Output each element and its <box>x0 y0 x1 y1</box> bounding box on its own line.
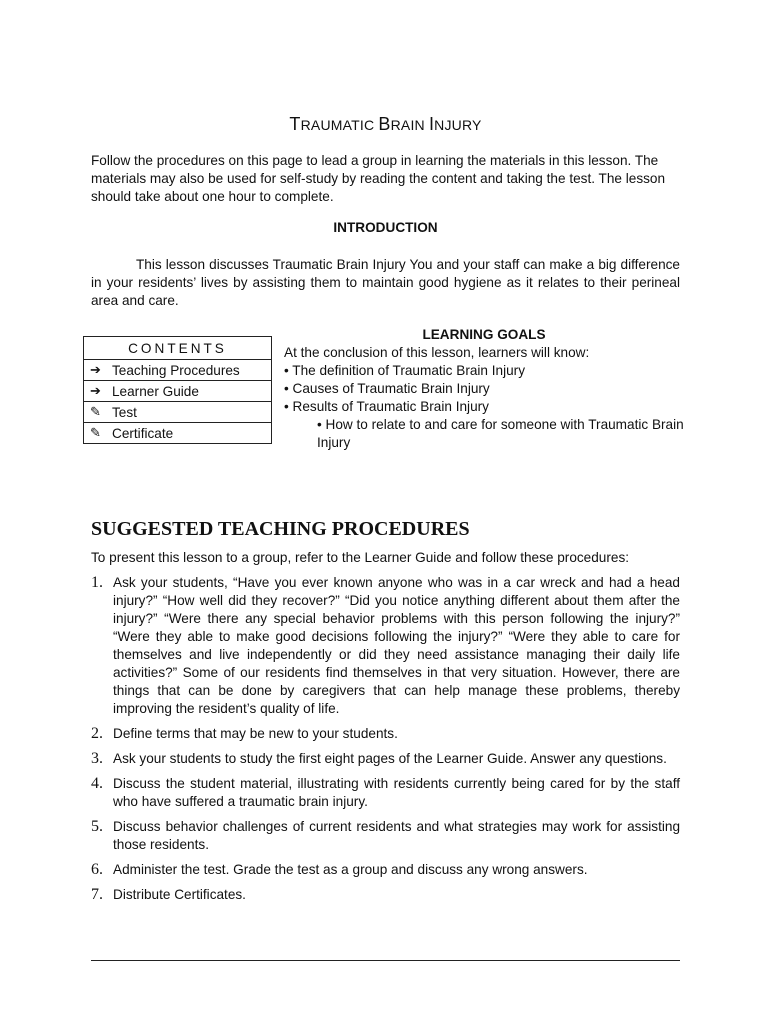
procedure-step: 7. Distribute Certificates. <box>91 886 246 903</box>
goal-sub-item: • How to relate to and care for someone with Traumatic Brain Injury <box>317 417 684 450</box>
introduction-paragraph: This lesson discusses Traumatic Brain Injury You and your staff can make a big difference in your residents’ lives by assisting them to maintain good hygiene as it relates to their perineal area and care. <box>91 257 680 308</box>
goal-item: • The definition of Traumatic Brain Injury <box>284 363 526 378</box>
contents-item-label: Certificate <box>112 425 174 441</box>
contents-item-label: Teaching Procedures <box>112 362 240 378</box>
contents-item-label: Test <box>112 404 137 420</box>
pencil-icon: ✎ <box>90 425 101 440</box>
contents-header: CONTENTS <box>128 340 227 356</box>
introduction-heading: INTRODUCTION <box>333 220 438 235</box>
procedure-step: 3. Ask your students to study the first eight pages of the Learner Guide. Answer any questions. <box>91 750 667 767</box>
page-title: TRAUMATIC BRAIN INJURY <box>289 114 482 134</box>
contents-item-label: Learner Guide <box>112 383 199 399</box>
contents-box <box>83 336 272 444</box>
contents-item <box>84 401 271 422</box>
learning-goals-lead: At the conclusion of this lesson, learners will know: <box>284 345 590 360</box>
pencil-icon: ✎ <box>90 404 101 419</box>
procedure-step: 5. Discuss behavior challenges of current residents and what strategies may work for assisting those residents. <box>91 818 680 852</box>
instructions-paragraph: Follow the procedures on this page to lead a group in learning the materials in this lesson. The materials may also be used for self-study by reading the content and taking the test. The lesson should take about one hour to complete. <box>91 153 666 204</box>
suggested-procedures-lead: To present this lesson to a group, refer to the Learner Guide and follow these procedures: <box>91 550 630 565</box>
contents-item <box>84 359 271 380</box>
procedure-step: 6. Administer the test. Grade the test as a group and discuss any wrong answers. <box>91 861 588 878</box>
procedure-step: 1. Ask your students, “Have you ever known anyone who was in a car wreck and had a head injury?” “How well did they recover?” “Did you notice anything different about them after the injury?” “Were there any special behavior problems with this person following the injury?” “Were they able to make good decisions following the injury?” “Were they able to care for themselves and live independently or did they need assistance managing their daily life activities?” Some of our residents find themselves in that very situation. However, there are things that can be done by caregivers that can help manage these problems, thereby improving the resident’s quality of life. <box>91 574 680 716</box>
suggested-procedures-heading: SUGGESTED TEACHING PROCEDURES <box>91 518 470 540</box>
learning-goals <box>284 326 684 452</box>
contents-item <box>84 380 271 401</box>
footer-divider <box>91 960 680 961</box>
arrow-right-icon: ➔ <box>90 383 101 398</box>
procedure-step: 4. Discuss the student material, illustrating with residents currently being cared for by the staff who have suffered a traumatic brain injury. <box>91 775 680 809</box>
procedure-steps <box>91 574 680 911</box>
learning-goals-heading: LEARNING GOALS <box>422 327 546 342</box>
contents-item <box>84 422 271 443</box>
procedure-step: 2. Define terms that may be new to your students. <box>91 725 398 742</box>
goal-item: • Results of Traumatic Brain Injury <box>284 399 489 414</box>
arrow-right-icon: ➔ <box>90 362 101 377</box>
goal-item: • Causes of Traumatic Brain Injury <box>284 381 490 396</box>
